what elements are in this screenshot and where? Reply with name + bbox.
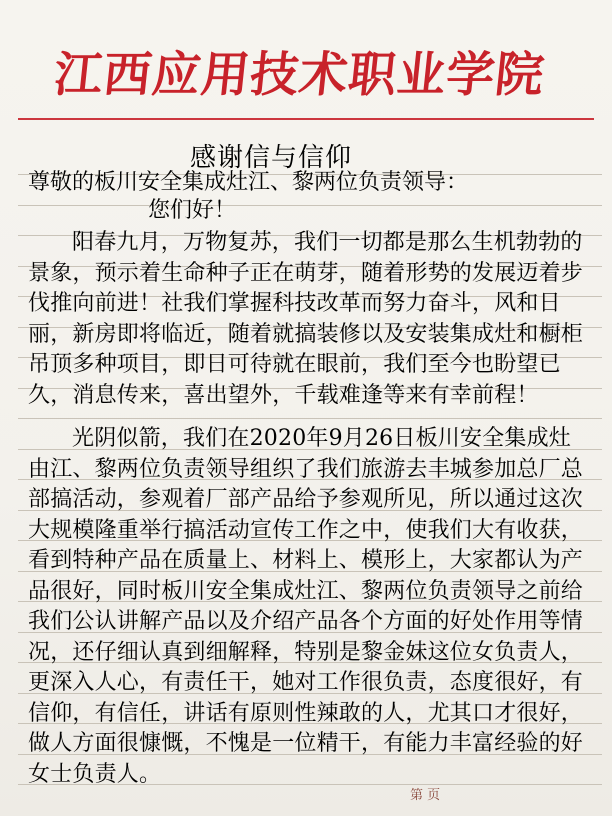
letter-paragraph-1 [28, 228, 588, 411]
paragraph-2-text: 光阴似箭，我们在2020年9月26日板川安全集成灶由江、黎两位负责领导组织了我们旅游去丰城参加总厂总部搞活动，参观着厂部产品给予参观所见，所以通过这次大规模隆重举行搞活动宣传工作之中，使我们大有收获，看到特种产品在质量上、材料上、模形上，大家都认为产品很好，同时板川安全集成灶江、黎两位负责领导之前给我们公认讲解产品以及介绍产品各个方面的好处作用等情况，还仔细认真到细解释，特别是黎金妹这位女负责人，更深入人心，有责任干，她对工作很负责，态度很好，有信仰，有信任，讲话有原则性辣敢的人，尤其口才很好，做人方面很慷慨，不愧是一位精干，有能力丰富经验的好女士负责人。 [28, 426, 584, 787]
page-number-label: 第 页 [410, 788, 441, 803]
letter-greeting: 您们好！ [148, 198, 237, 223]
letterhead-divider [18, 118, 594, 120]
ruled-line [18, 205, 602, 206]
letter-salutation: 尊敬的板川安全集成灶江、黎两位负责领导： [28, 170, 469, 195]
letter-paragraph-2 [28, 424, 588, 790]
paragraph-1-text: 阳春九月，万物复苏，我们一切都是那么生机勃勃的景象，预示着生命种子正在萌芽，随着形势的发展迈着步伐推向前进！社我们掌握科技改革而努力奋斗，风和日丽，新房即将临近，随着就搞装修以及安装集成灶和橱柜吊顶多种项目，即日可待就在眼前，我们至今也盼望已久，消息传来，喜出望外，千载难逢等来有幸前程！ [28, 230, 584, 408]
letterhead-title: 江西应用技术职业学院 [51, 46, 548, 103]
letter-title: 感谢信与信仰 [190, 143, 353, 173]
ruled-line [18, 418, 602, 419]
